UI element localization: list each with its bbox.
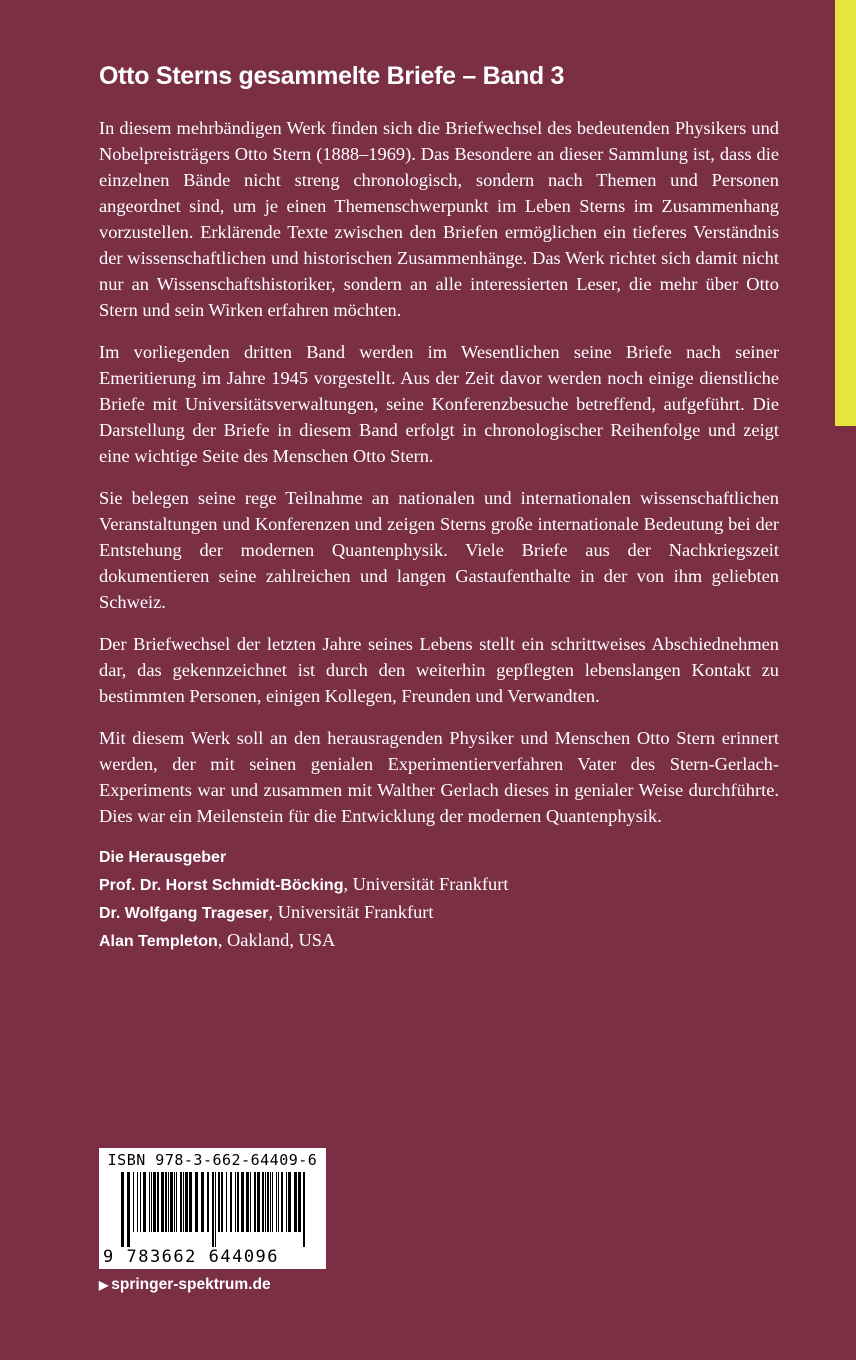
barcode-bar: [294, 1172, 297, 1232]
barcode-bar: [246, 1172, 249, 1232]
barcode-bar: [262, 1172, 264, 1232]
barcode-bar: [133, 1172, 134, 1232]
editors-section: [99, 845, 779, 955]
barcode-bar: [270, 1172, 271, 1232]
barcode-bar: [140, 1172, 141, 1232]
barcode-bar: [286, 1172, 287, 1232]
barcode-bar: [189, 1172, 192, 1232]
barcode-bar: [241, 1172, 244, 1232]
barcode-bar: [127, 1172, 130, 1247]
barcode-bar: [185, 1172, 188, 1232]
accent-strip: [835, 0, 856, 426]
editors-heading: Die Herausgeber: [99, 849, 227, 866]
editor-entry: [99, 871, 779, 899]
barcode-bar: [298, 1172, 301, 1232]
barcode-bar: [281, 1172, 283, 1232]
editor-name: Prof. Dr. Horst Schmidt-Böcking: [99, 877, 344, 894]
barcode-bar: [168, 1172, 169, 1232]
editor-entry: [99, 927, 779, 955]
barcode-bar: [218, 1172, 220, 1232]
barcode-bar: [143, 1172, 146, 1232]
barcode-bar: [165, 1172, 167, 1232]
arrow-right-icon: ▶: [99, 1278, 109, 1292]
barcode-bar: [276, 1172, 277, 1232]
editor-entry: [99, 899, 779, 927]
barcode-bar: [212, 1172, 214, 1247]
barcode-bar: [195, 1172, 198, 1232]
paragraph: Sie belegen seine rege Teilnahme an nationalen und internationalen wissenschaftlichen Veranstaltungen und Konferenzen und zeigen Sterns große internationale Bedeutung bei der Entstehung der modernen Quantenphysik. Viele Briefe aus der Nachkriegszeit dokumentieren seine zahlreichen und langen Gastaufenthalte in der von ihm geliebten Schweiz.: [99, 488, 779, 612]
barcode-bar: [180, 1172, 182, 1232]
editor-affiliation: , Universität Frankfurt: [268, 902, 434, 922]
barcode-bar: [250, 1172, 251, 1232]
isbn-barcode-box: [99, 1148, 326, 1269]
isbn-label: ISBN 978-3-662-64409-6: [107, 1151, 318, 1169]
barcode-bar: [215, 1172, 216, 1247]
barcode-bar: [149, 1172, 150, 1232]
barcode-bar: [170, 1172, 173, 1232]
paragraph: Mit diesem Werk soll an den herausragenden Physiker und Menschen Otto Stern erinnert werden, der mit seinen genialen Experimentierverfahren Vater des Stern-Gerlach-Experiments war und zusammen mit Walther Gerlach dieses in genialer Weise durchführte. Dies war ein Meilenstein für die Entwicklung der modernen Quantenphysik.: [99, 728, 779, 826]
barcode-bar: [176, 1172, 177, 1232]
barcode-bar: [272, 1172, 273, 1232]
barcode-bar: [161, 1172, 164, 1232]
barcode-digits: 9 783662 644096: [103, 1247, 280, 1267]
barcode-bar: [278, 1172, 279, 1232]
back-cover-title: Otto Sterns gesammelte Briefe – Band 3: [99, 62, 565, 90]
barcode: [121, 1172, 309, 1247]
barcode-bar: [174, 1172, 175, 1232]
barcode-bar: [201, 1172, 204, 1232]
barcode-bar: [151, 1172, 152, 1232]
barcode-bar: [221, 1172, 223, 1232]
barcode-bar: [235, 1172, 236, 1232]
barcode-bar: [207, 1172, 209, 1232]
paragraph: Im vorliegenden dritten Band werden im Wesentlichen seine Briefe nach seiner Emeritierung im Jahre 1945 vorgestellt. Aus der Zeit davor werden noch einige dienstliche Briefe mit Universitätsverwaltungen, seine Konferenzbesuche betreffend, aufgeführt. Die Darstellung der Briefe in diesem Band erfolgt in chronologischer Reihenfolge und zeigt eine wichtige Seite des Menschen Otto Stern.: [99, 342, 779, 466]
barcode-bar: [303, 1172, 305, 1247]
publisher-website[interactable]: [99, 1276, 271, 1294]
barcode-bar: [288, 1172, 291, 1232]
barcode-bar: [137, 1172, 138, 1232]
barcode-bar: [121, 1172, 124, 1247]
editor-affiliation: , Universität Frankfurt: [343, 874, 509, 894]
website-text: springer-spektrum.de: [111, 1276, 271, 1293]
paragraph: Der Briefwechsel der letzten Jahre seines Lebens stellt ein schrittweises Abschiednehmen dar, das gekennzeichnet ist durch den weiterhin gepflegten lebenslangen Kontakt zu bestimmten Personen, einigen Kollegen, Freunden und Verwandten.: [99, 634, 779, 706]
blurb: [99, 115, 779, 955]
paragraph: In diesem mehrbändigen Werk finden sich die Briefwechsel des bedeutenden Physikers und Nobelpreisträgers Otto Stern (1888–1969). Das Besondere an dieser Sammlung ist, dass die einzelnen Bände nicht streng chronologisch, sondern nach Themen und Personen angeordnet sind, um je einen Themenschwerpunkt im Leben Sterns im Zusammenhang vorzustellen. Erklärende Texte zwischen den Briefen ermöglichen ein tieferes Verständnis der wissenschaftlichen und historischen Zusammenhänge. Das Werk richtet sich damit nicht nur an Wissenschaftshistoriker, sondern an alle interessierten Leser, die mehr über Otto Stern und sein Wirken erfahren möchten.: [99, 118, 779, 320]
barcode-bar: [157, 1172, 159, 1232]
barcode-bar: [183, 1172, 184, 1232]
editor-name: Dr. Wolfgang Trageser: [99, 905, 269, 922]
barcode-bar: [257, 1172, 260, 1232]
barcode-bar: [230, 1172, 232, 1232]
barcode-bar: [267, 1172, 269, 1232]
barcode-bar: [254, 1172, 256, 1232]
barcode-bar: [226, 1172, 227, 1232]
editor-affiliation: , Oakland, USA: [217, 930, 336, 950]
barcode-bar: [265, 1172, 266, 1232]
editor-name: Alan Templeton: [99, 933, 218, 950]
barcode-bar: [153, 1172, 156, 1232]
barcode-bar: [237, 1172, 239, 1232]
